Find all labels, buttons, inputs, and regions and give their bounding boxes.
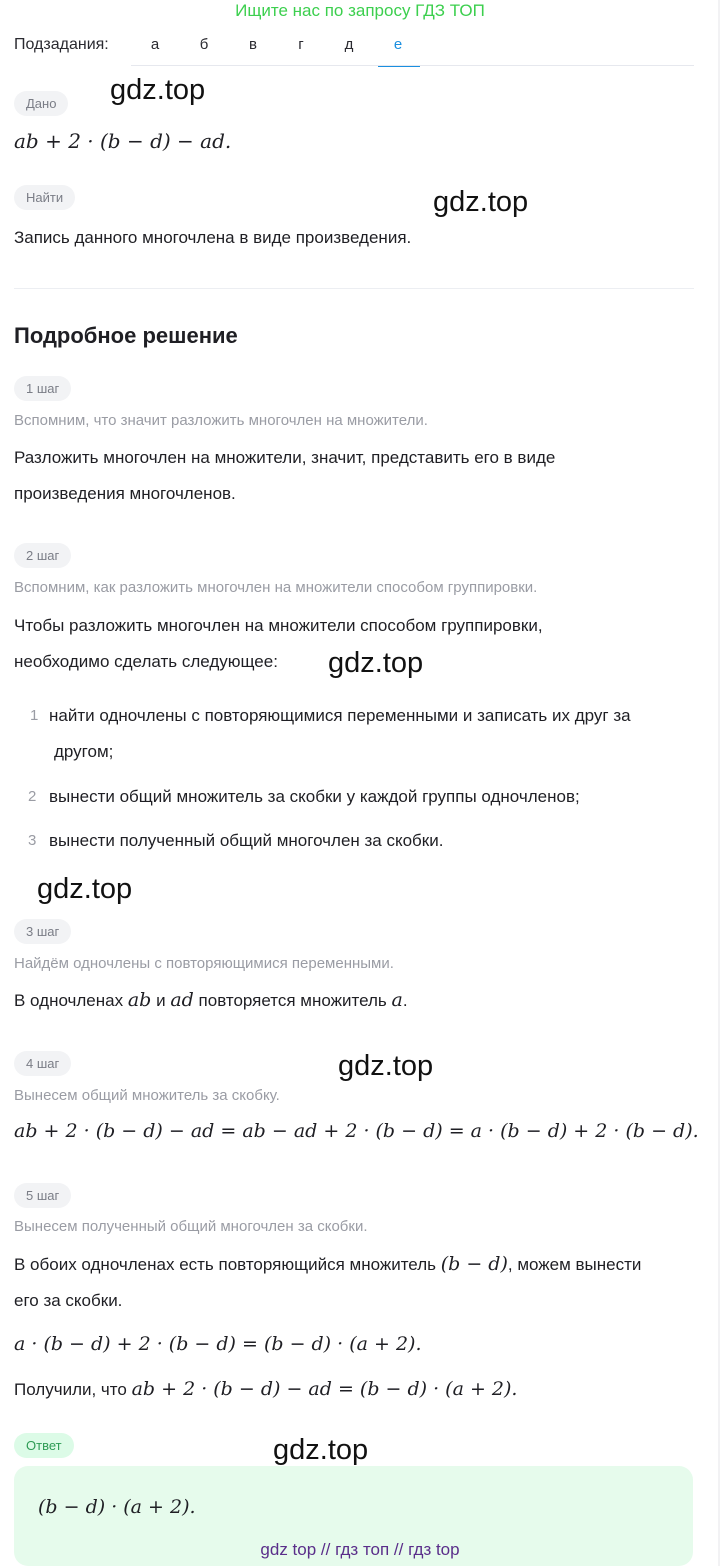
watermark: gdz.top: [338, 1050, 434, 1082]
tab-b[interactable]: б: [199, 36, 209, 53]
step3-hint: Найдём одночлены с повторяющимися переменными.: [14, 955, 394, 972]
watermark: gdz.top: [110, 74, 206, 106]
step4-expression: ab + 2 · (b − d) − ad = ab − ad + 2 · (b − d) = a · (b − d) + 2 · (b − d).: [14, 1120, 699, 1142]
step2-line2: необходимо сделать следующее:: [14, 652, 278, 671]
step4-hint: Вынесем общий множитель за скобку.: [14, 1087, 280, 1104]
list-number: 1: [30, 707, 39, 724]
tab-d[interactable]: д: [344, 36, 354, 53]
list-item-3: вынести полученный общий многочлен за скобки.: [49, 831, 444, 850]
answer-expression: (b − d) · (a + 2).: [38, 1496, 196, 1518]
step5-expression: a · (b − d) + 2 · (b − d) = (b − d) · (a + 2).: [14, 1333, 422, 1355]
find-text: Запись данного многочлена в виде произведения.: [14, 228, 412, 247]
solution-title: Подробное решение: [14, 323, 238, 348]
list-item-1-line2: другом;: [54, 742, 114, 761]
tab-v[interactable]: в: [249, 36, 257, 53]
step4-badge: 4 шаг: [14, 1051, 71, 1076]
step1-line2: произведения многочленов.: [14, 484, 236, 503]
section-divider: [14, 288, 694, 289]
find-badge: Найти: [14, 185, 75, 210]
list-number: 2: [28, 788, 37, 805]
footer-links[interactable]: gdz top // гдз топ // гдз top: [260, 1540, 460, 1559]
step5-hint: Вынесем полученный общий многочлен за скобки.: [14, 1218, 368, 1235]
step2-hint: Вспомним, как разложить многочлен на множители способом группировки.: [14, 579, 538, 596]
answer-badge: Ответ: [14, 1433, 74, 1458]
tab-g[interactable]: г: [298, 36, 304, 53]
step2-badge: 2 шаг: [14, 543, 71, 568]
step3-badge: 3 шаг: [14, 919, 71, 944]
step5-line2: его за скобки.: [14, 1291, 123, 1310]
step3-text: В одночленах ab и ad повторяется множитель a.: [14, 989, 408, 1011]
watermark: gdz.top: [273, 1434, 369, 1466]
given-badge: Дано: [14, 91, 68, 116]
list-number: 3: [28, 832, 37, 849]
step5-result: Получили, что ab + 2 · (b − d) − ad = (b − d) · (a + 2).: [14, 1378, 518, 1400]
tab-a[interactable]: а: [150, 36, 160, 53]
step2-line1: Чтобы разложить многочлен на множители способом группировки,: [14, 616, 543, 635]
list-item-2: вынести общий множитель за скобки у каждой группы одночленов;: [49, 787, 580, 806]
step5-line1: В обоих одночленах есть повторяющийся множитель (b − d), можем вынести: [14, 1253, 642, 1275]
tabs-divider: [131, 65, 694, 66]
list-item-1-line1: найти одночлены с повторяющимися переменными и записать их друг за: [49, 706, 631, 725]
step1-badge: 1 шаг: [14, 376, 71, 401]
search-banner[interactable]: Ищите нас по запросу ГДЗ ТОП: [235, 1, 485, 20]
subtasks-label: Подзадания:: [14, 36, 109, 53]
step1-line1: Разложить многочлен на множители, значит, представить его в виде: [14, 448, 556, 467]
watermark: gdz.top: [433, 186, 529, 218]
tab-e[interactable]: е: [393, 36, 403, 53]
watermark: gdz.top: [37, 873, 133, 905]
step5-badge: 5 шаг: [14, 1183, 71, 1208]
watermark: gdz.top: [328, 647, 424, 679]
step1-hint: Вспомним, что значит разложить многочлен на множители.: [14, 412, 428, 429]
given-expression: ab + 2 · (b − d) − ad.: [14, 129, 232, 153]
